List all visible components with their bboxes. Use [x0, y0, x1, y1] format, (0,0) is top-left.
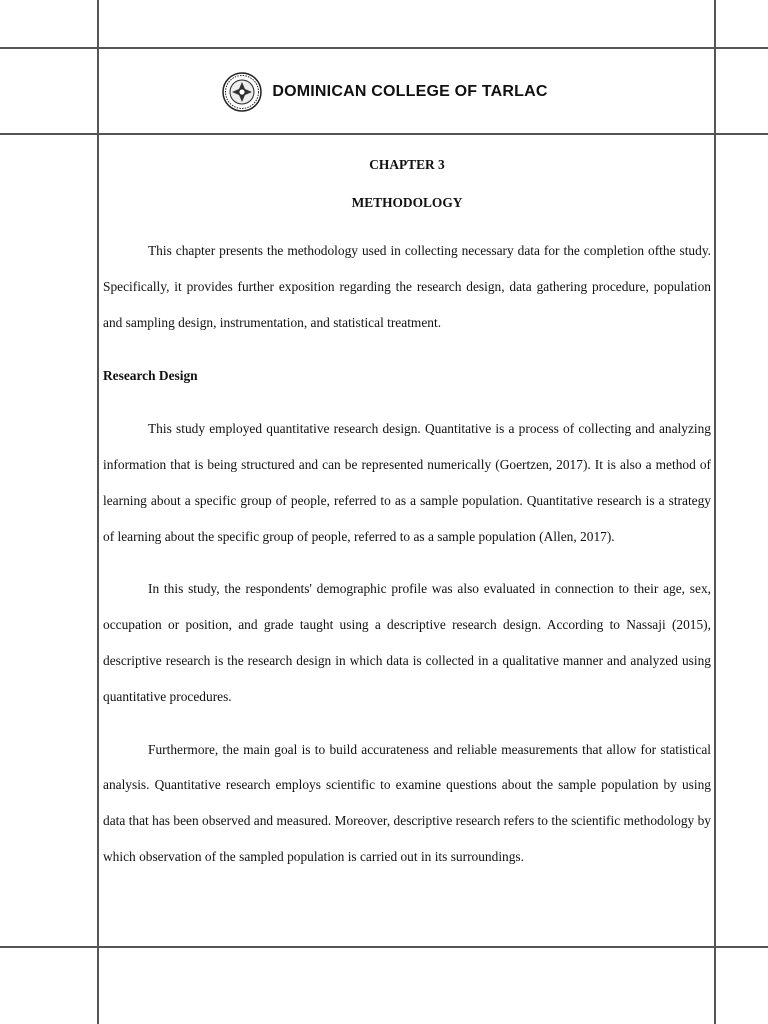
- intro-paragraph: This chapter presents the methodology used in collecting necessary data for the completion ofthe study. Specifically, it provides further exposition regarding the research design, data gathering procedure, population and sampling design, instrumentation, and statistical treatment.: [103, 243, 711, 330]
- footer-line: [0, 946, 768, 948]
- left-margin-line: [97, 0, 99, 1024]
- header-top-line: [0, 47, 768, 49]
- college-name: DOMINICAN COLLEGE OF TARLAC: [272, 83, 548, 100]
- section-heading: Research Design: [103, 368, 198, 384]
- document-body: [103, 150, 711, 875]
- right-margin-line: [714, 0, 716, 1024]
- body-paragraph: Furthermore, the main goal is to build accurateness and reliable measurements that allow for statistical analysis. Quantitative research employs scientific to examine questions about the sample population by using data that has been observed and measured. Moreover, descriptive research refers to the scientific methodology by which observation of the sampled population is carried out in its surroundings.: [103, 741, 711, 864]
- chapter-label: CHAPTER 3: [369, 157, 445, 172]
- body-paragraph: In this study, the respondents' demographic profile was also evaluated in connection to their age, sex, occupation or position, and grade taught using a descriptive research design. According to Nassaji (2015), descriptive research is the research design in which data is collected in a qualitative manner and analyzed using quantitative procedures.: [103, 581, 711, 704]
- body-paragraph: This study employed quantitative research design. Quantitative is a process of collecting and analyzing information that is being structured and can be represented numerically (Goertzen, 2017). It is also a method of learning about a specific group of people, referred to as a sample population. Quantitative research is a strategy of learning about the specific group of people, referred to as a sample population (Allen, 2017).: [103, 421, 711, 544]
- college-seal-icon: [222, 72, 262, 112]
- college-header: [100, 50, 714, 134]
- chapter-title: METHODOLOGY: [351, 195, 463, 210]
